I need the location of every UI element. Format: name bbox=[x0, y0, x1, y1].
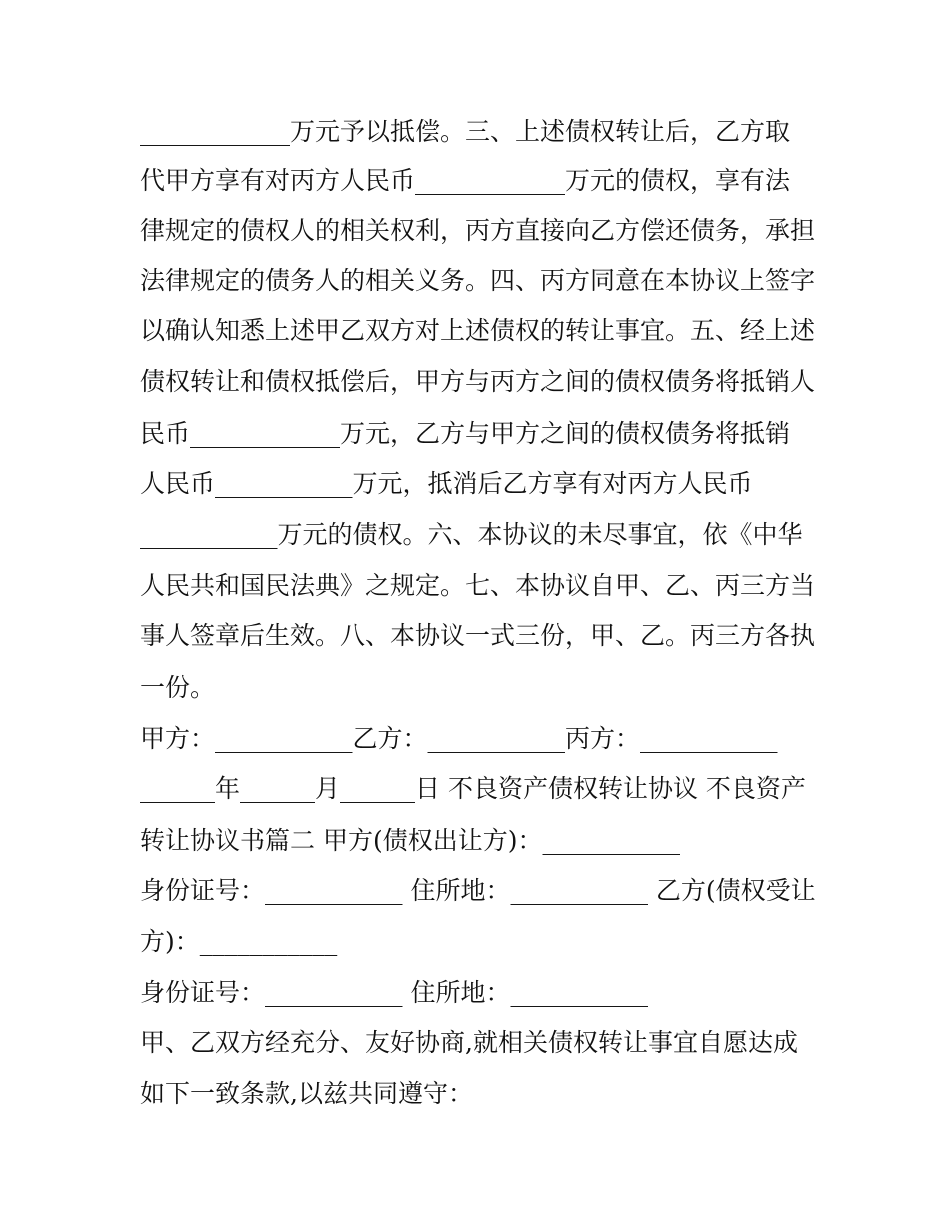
text-line-7: 民币____________万元，乙方与甲方之间的债权债务将抵销 bbox=[140, 419, 791, 448]
party-a-id-address-line: 身份证号：___________ 住所地：___________ 乙方(债权受让 bbox=[140, 876, 816, 905]
party-b-id-address-line: 身份证号：___________ 住所地：___________ bbox=[140, 978, 648, 1007]
text-line-12: 一份。 bbox=[140, 673, 216, 702]
text-line-5: 以确认知悉上述甲乙双方对上述债权的转让事宜。五、经上述 bbox=[140, 316, 816, 345]
text-line-3: 律规定的债权人的相关权利，丙方直接向乙方偿还债务，承担 bbox=[140, 216, 816, 245]
text-line-2: 代甲方享有对丙方人民币____________万元的债权，享有法 bbox=[140, 166, 791, 195]
agreement-intro-line-2: 如下一致条款,以兹共同遵守： bbox=[140, 1079, 473, 1108]
party-b-label-line: 方)：___________ bbox=[140, 927, 338, 956]
text-line-8: 人民币___________万元，抵消后乙方享有对丙方人民币 bbox=[140, 469, 753, 498]
signature-parties-line: 甲方：___________乙方：___________丙方：___________ bbox=[140, 724, 778, 753]
text-line-11: 事人签章后生效。八、本协议一式三份，甲、乙。丙三方各执 bbox=[140, 621, 816, 650]
text-line-6: 债权转让和债权抵偿后，甲方与丙方之间的债权债务将抵销人 bbox=[140, 367, 816, 396]
text-line-10: 人民共和国民法典》之规定。七、本协议自甲、乙、丙三方当 bbox=[140, 571, 816, 600]
date-and-title-line: ______年______月______日 不良资产债权转让协议 不良资产 bbox=[140, 774, 806, 803]
text-line-4: 法律规定的债务人的相关义务。四、丙方同意在本协议上签字 bbox=[140, 266, 816, 295]
agreement-intro-line-1: 甲、乙双方经充分、友好协商,就相关债权转让事宜自愿达成 bbox=[140, 1028, 798, 1057]
text-line-1: ____________万元予以抵偿。三、上述债权转让后，乙方取 bbox=[140, 117, 791, 146]
part-two-heading-line: 转让协议书篇二 甲方(债权出让方)：___________ bbox=[140, 826, 680, 855]
text-line-9: ___________万元的债权。六、本协议的未尽事宜，依《中华 bbox=[140, 520, 803, 549]
